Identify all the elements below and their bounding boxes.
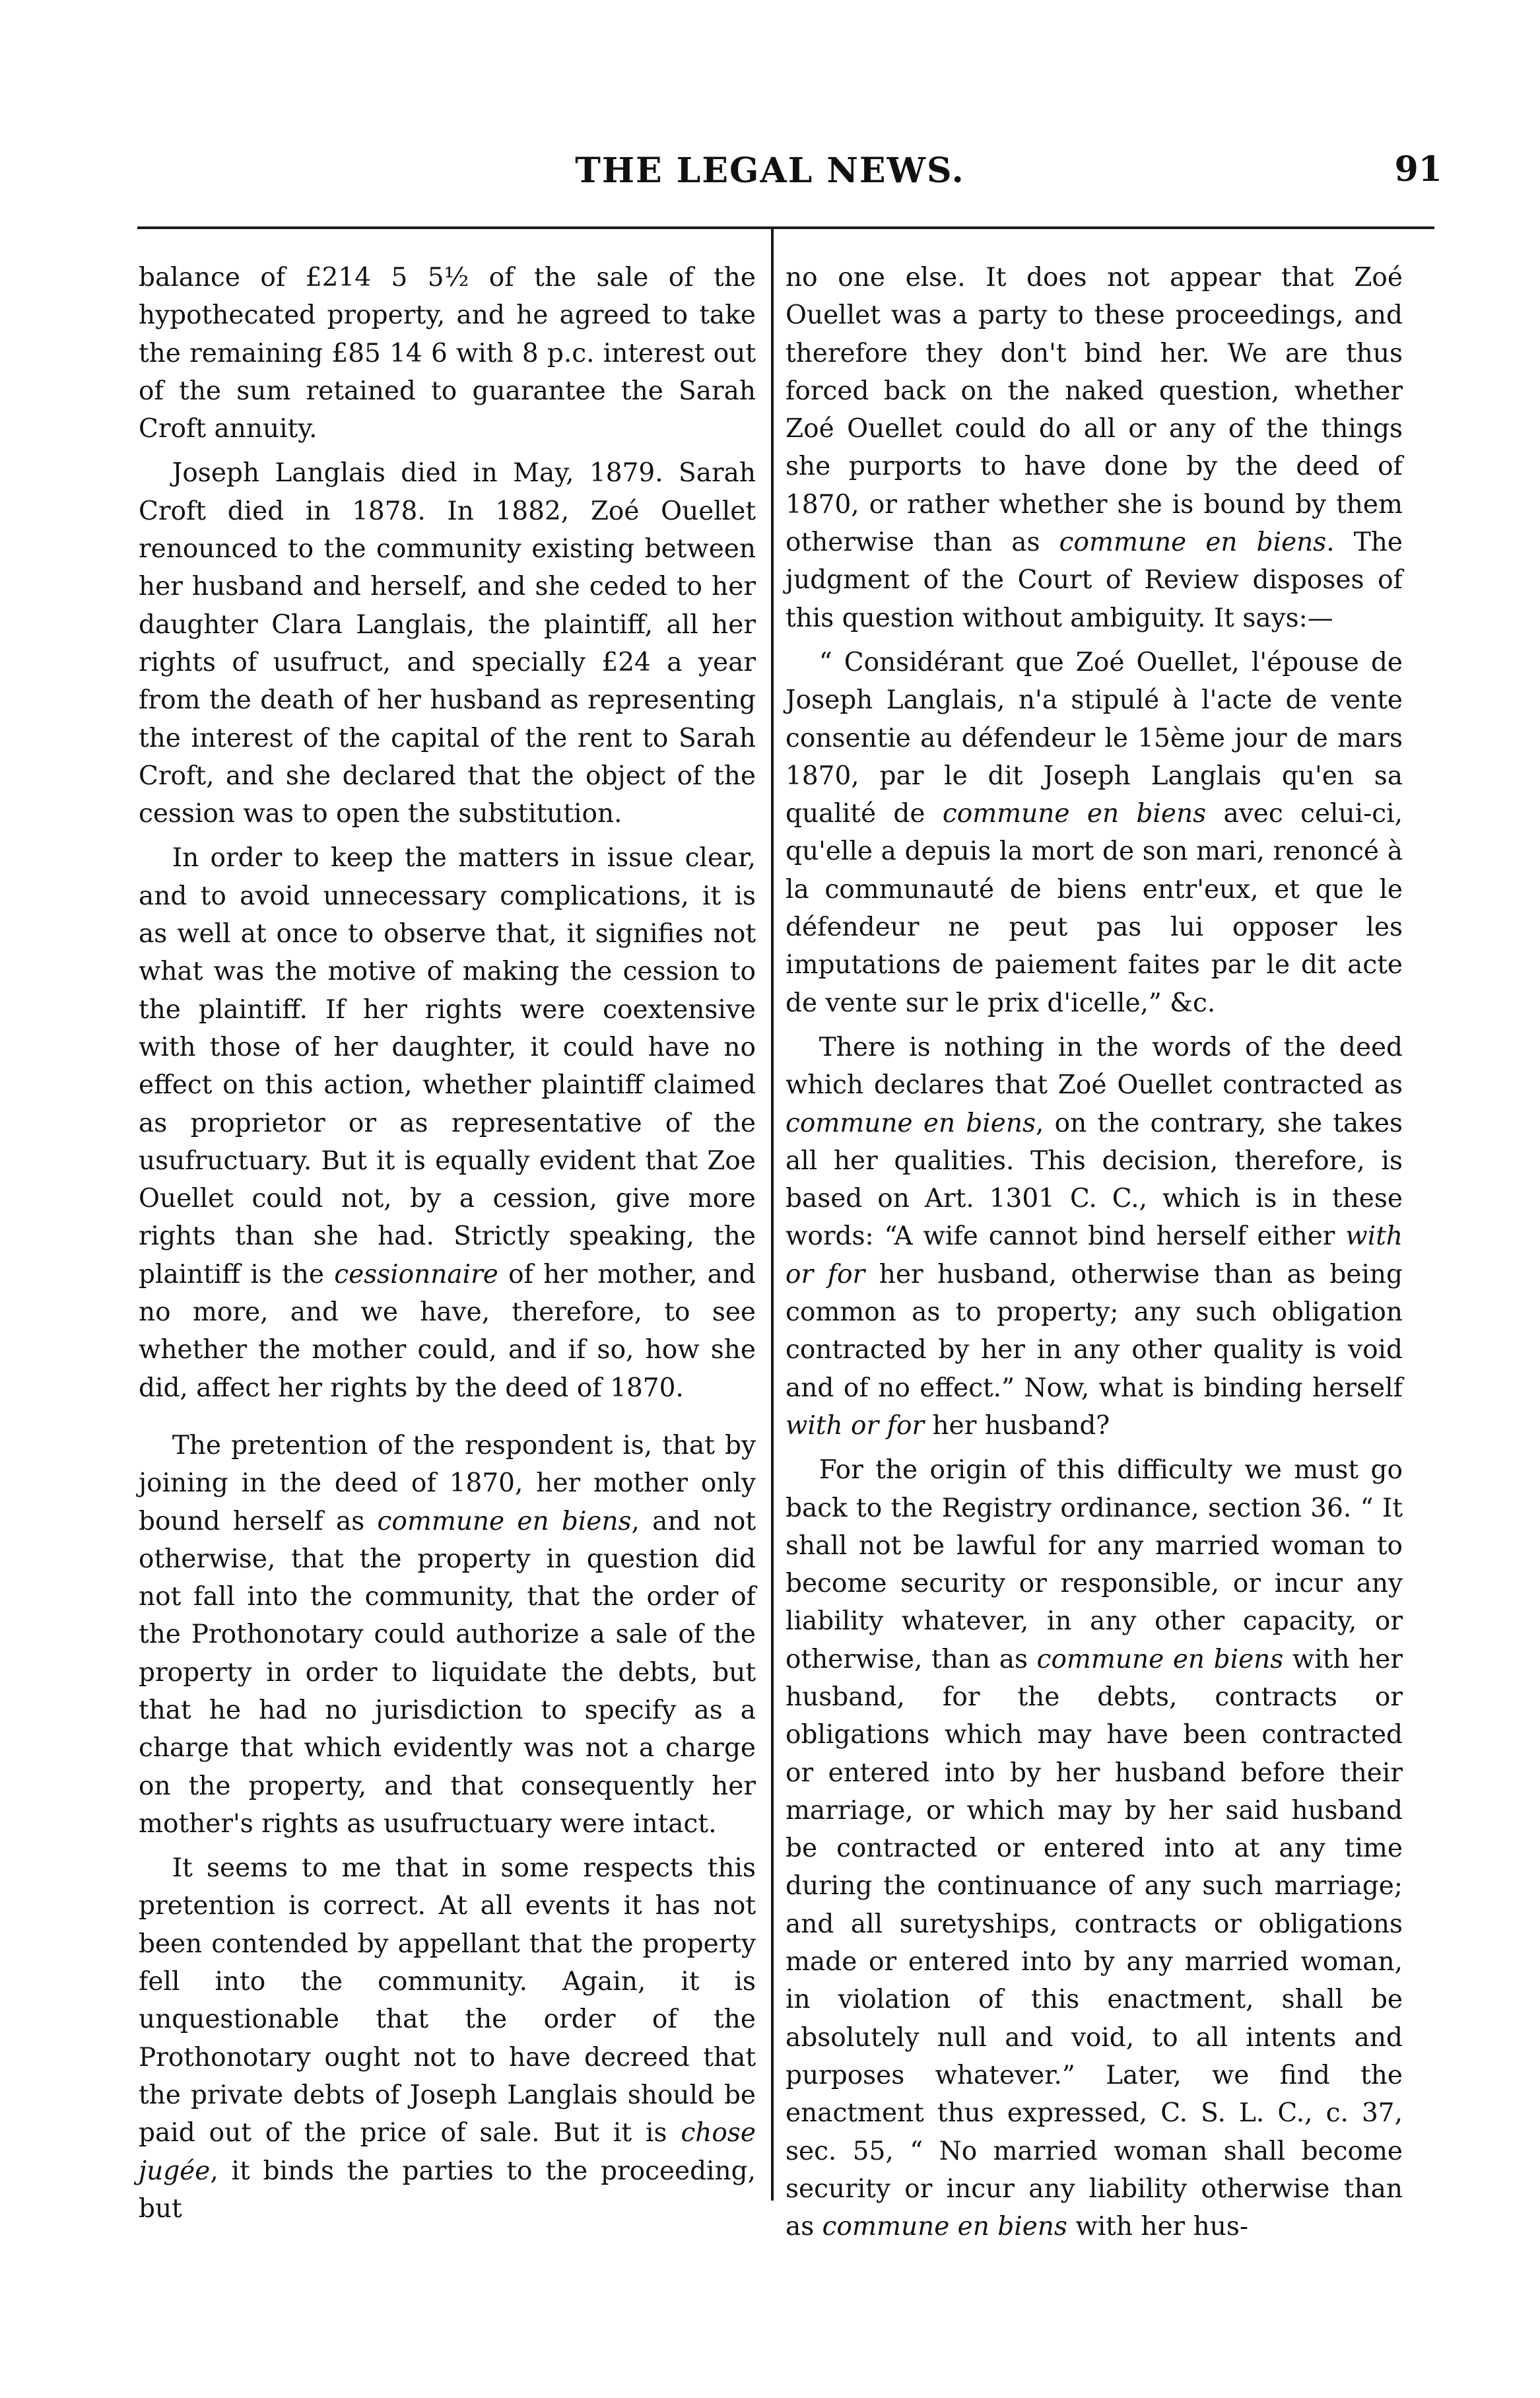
paragraph: balance of £214 5 5½ of the sale of the hypothecated property, and he agreed to take the remaining £85 14 6 with 8 p.c. interest out of the sum retained to guarantee the Sarah Croft annuity.: [139, 263, 756, 444]
page-number: 91: [1394, 149, 1442, 189]
paragraph: It seems to me that in some respects this pretention is correct. At all events it has not been contended by appellant that the property fell into the community. Again, it is unquestionable that the order of the Prothonotary ought not to have decreed that the private debts of Joseph Langlais should be paid out of the price of sale. But it is chose jugée, it binds the parties to the proceeding, but: [139, 1853, 756, 2224]
paragraph: For the origin of this difficulty we must go back to the Registry ordinance, section 36. “ It shall not be lawful for any married woman to become security or responsible, or incur any liability whatever, in any other capacity, or otherwise, than as commune en biens with her husband, for the debts, contracts or obligations which may have been contracted or entered into by her husband before their marriage, or which may by her said husband be contracted or entered into at any time during the continuance of any such marriage; and all suretyships, contracts or obligations made or entered into by any married woman, in violation of this enactment, shall be absolutely null and void, to all intents and purposes whatever.” Later, we find the enactment thus expressed, C. S. L. C., c. 37, sec. 55, “ No married woman shall become security or incur any liability otherwise than as commune en biens with her hus-: [786, 1455, 1403, 2242]
running-head-title: THE LEGAL NEWS.: [575, 151, 965, 191]
paragraph: The pretention of the respondent is, that by joining in the deed of 1870, her mother only bound herself as commune en biens, and not otherwise, that the property in question did not fall into the community, that the order of the Prothonotary could authorize a sale of the property in order to liquidate the debts, but that he had no jurisdiction to specify as a charge that which evidently was not a charge on the property, and that consequently her mother's rights as usufructuary were intact.: [139, 1430, 756, 1839]
paragraph: Joseph Langlais died in May, 1879. Sarah Croft died in 1878. In 1882, Zoé Ouellet renounced to the community existing between her husband and herself, and she ceded to her daughter Clara Langlais, the plaintiff, all her rights of usufruct, and specially £24 a year from the death of her husband as representing the interest of the capital of the rent to Sarah Croft, and she declared that the object of the cession was to open the substitution.: [139, 458, 756, 829]
paragraph: no one else. It does not appear that Zoé Ouellet was a party to these proceedings, and therefore they don't bind her. We are thus forced back on the naked question, whether Zoé Ouellet could do all or any of the things she purports to have done by the deed of 1870, or rather whether she is bound by them otherwise than as commune en biens. The judgment of the Court of Review disposes of this question without ambiguity. It says:—: [786, 263, 1403, 633]
left-column: [139, 259, 756, 2234]
column-divider: [771, 226, 774, 2201]
header-rule: [137, 226, 1434, 229]
right-column: [786, 259, 1403, 2252]
paragraph: “ Considérant que Zoé Ouellet, l'épouse de Joseph Langlais, n'a stipulé à l'acte de vente consentie au défendeur le 15ème jour de mars 1870, par le dit Joseph Langlais qu'en sa qualité de commune en biens avec celui-ci, qu'elle a depuis la mort de son mari, renoncé à la communauté de biens entr'eux, et que le défendeur ne peut pas lui opposer les imputations de paiement faites par le dit acte de vente sur le prix d'icelle,” &c.: [786, 647, 1403, 1018]
paragraph: In order to keep the matters in issue clear, and to avoid unnecessary complications, it is as well at once to observe that, it signifies not what was the motive of making the cession to the plaintiff. If her rights were coextensive with those of her daughter, it could have no effect on this action, whether plaintiff claimed as proprietor or as representative of the usufructuary. But it is equally evident that Zoe Ouellet could not, by a cession, give more rights than she had. Strictly speaking, the plaintiff is the cessionnaire of her mother, and no more, and we have, therefore, to see whether the mother could, and if so, how she did, affect her rights by the deed of 1870.: [139, 843, 756, 1403]
paragraph: There is nothing in the words of the deed which declares that Zoé Ouellet contracted as commune en biens, on the contrary, she takes all her qualities. This decision, therefore, is based on Art. 1301 C. C., which is in these words: “A wife cannot bind herself either with or for her husband, otherwise than as being common as to property; any such obligation contracted by her in any other quality is void and of no effect.” Now, what is binding herself with or for her husband?: [786, 1032, 1403, 1441]
